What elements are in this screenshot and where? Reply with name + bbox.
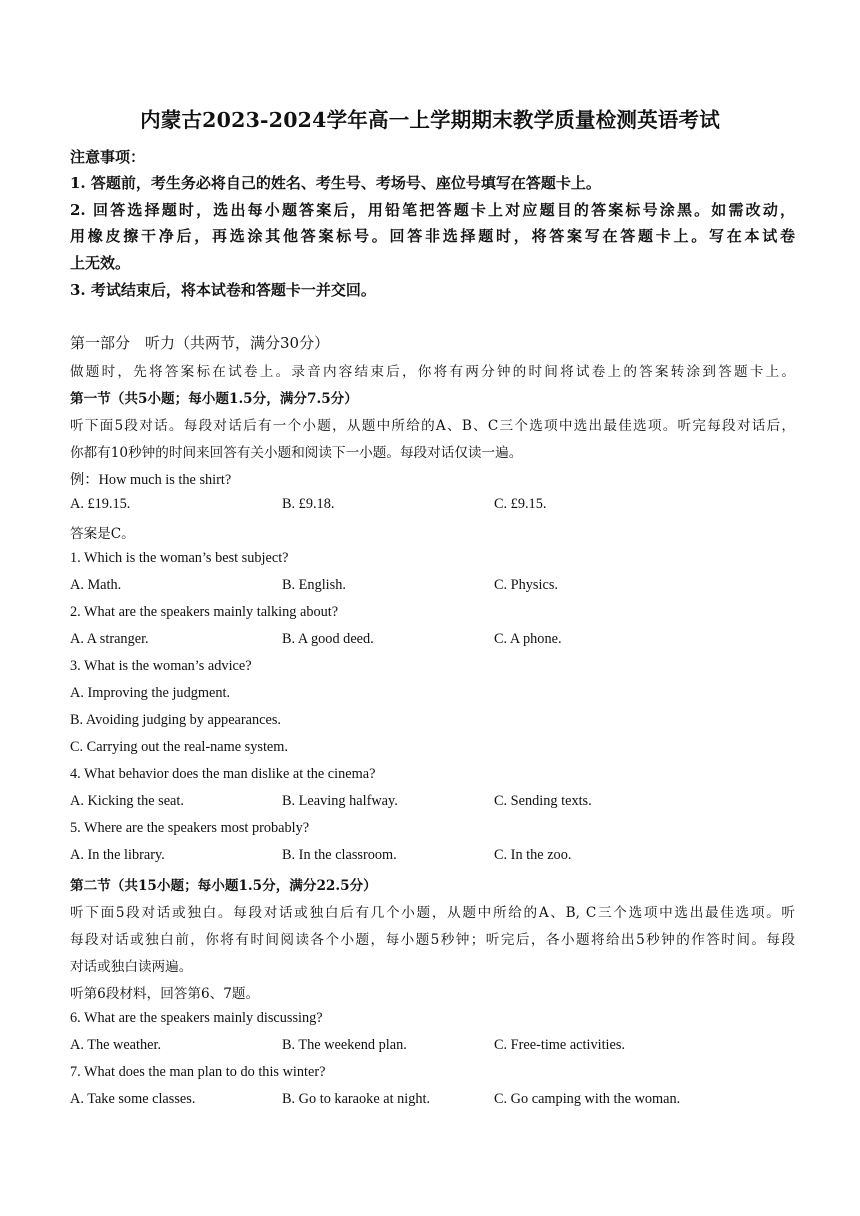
part1-instruction: 做题时，先将答案标在试卷上。录音内容结束后，你将有两分钟的时间将试卷上的答案转涂到答题卡上。 xyxy=(70,364,795,380)
q7-option-b: B. Go to karaoke at night. xyxy=(282,1091,431,1107)
q1-option-a: A. Math. xyxy=(70,577,122,593)
q1-option-c: C. Physics. xyxy=(494,577,558,593)
section2-instruction-line-3: 对话或独白读两遍。 xyxy=(70,959,193,975)
q3-option-a: A. Improving the judgment. xyxy=(70,685,231,701)
q6-option-b: B. The weekend plan. xyxy=(282,1037,407,1053)
question-1: 1. Which is the woman’s best subject? xyxy=(70,550,289,566)
question-5: 5. Where are the speakers most probably? xyxy=(70,820,310,836)
section2-heading: 第二节（共15小题；每小题1.5分，满分22.5分） xyxy=(70,878,377,894)
notice-item-3: 3. 考试结束后，将本试卷和答题卡一并交回。 xyxy=(70,281,376,299)
notice-item-2-line-2: 用橡皮擦干净后，再选涂其他答案标号。回答非选择题时，将答案写在答题卡上。写在本试卷 xyxy=(70,227,795,245)
q4-option-a: A. Kicking the seat. xyxy=(70,793,184,809)
q2-option-a: A. A stranger. xyxy=(70,631,149,647)
section2-instruction-line-2: 每段对话或独白前，你将有时间阅读各个小题，每小题5秒钟；听完后，各小题将给出5秒钟的作答时间。每段 xyxy=(70,932,795,948)
q7-option-a: A. Take some classes. xyxy=(70,1091,196,1107)
q5-option-c: C. In the zoo. xyxy=(494,847,572,863)
section1-instruction-line-2: 你都有10秒钟的时间来回答有关小题和阅读下一小题。每段对话仅读一遍。 xyxy=(70,445,523,461)
notice-item-2-line-1: 2. 回答选择题时，选出每小题答案后，用铅笔把答题卡上对应题目的答案标号涂黑。如需改动， xyxy=(70,201,795,219)
section1-instruction-line-1: 听下面5段对话。每段对话后有一个小题，从题中所给的A、B、C三个选项中选出最佳选项。听完每段对话后， xyxy=(70,418,795,434)
material-6-instruction: 听第6段材料，回答第6、7题。 xyxy=(70,986,260,1002)
question-7: 7. What does the man plan to do this winter? xyxy=(70,1064,326,1080)
q6-option-a: A. The weather. xyxy=(70,1037,162,1053)
q2-option-c: C. A phone. xyxy=(494,631,562,647)
q5-option-a: A. In the library. xyxy=(70,847,165,863)
notice-heading: 注意事项： xyxy=(70,148,146,166)
question-4: 4. What behavior does the man dislike at the cinema? xyxy=(70,766,376,782)
question-6: 6. What are the speakers mainly discussing? xyxy=(70,1010,323,1026)
q6-option-c: C. Free-time activities. xyxy=(494,1037,626,1053)
section1-heading: 第一节（共5小题；每小题1.5分，满分7.5分） xyxy=(70,391,358,407)
example-option-b: B. £9.18. xyxy=(282,496,335,512)
part1-heading: 第一部分 听力（共两节，满分30分） xyxy=(70,334,330,352)
example-answer: 答案是C。 xyxy=(70,526,135,542)
q7-option-c: C. Go camping with the woman. xyxy=(494,1091,681,1107)
q4-option-b: B. Leaving halfway. xyxy=(282,793,398,809)
q5-option-b: B. In the classroom. xyxy=(282,847,397,863)
q3-option-b: B. Avoiding judging by appearances. xyxy=(70,712,281,728)
notice-item-2-line-3: 上无效。 xyxy=(70,254,131,272)
question-3: 3. What is the woman’s advice? xyxy=(70,658,252,674)
q3-option-c: C. Carrying out the real-name system. xyxy=(70,739,288,755)
exam-title: 内蒙古2023-2024学年高一上学期期末教学质量检测英语考试 xyxy=(140,108,720,132)
question-2: 2. What are the speakers mainly talking about? xyxy=(70,604,339,620)
example-option-a: A. £19.15. xyxy=(70,496,131,512)
example-question: 例：How much is the shirt? xyxy=(70,472,232,488)
q1-option-b: B. English. xyxy=(282,577,346,593)
q2-option-b: B. A good deed. xyxy=(282,631,374,647)
q4-option-c: C. Sending texts. xyxy=(494,793,592,809)
section2-instruction-line-1: 听下面5段对话或独白。每段对话或独白后有几个小题，从题中所给的A、B, C三个选项中选出最佳选项。听 xyxy=(70,905,795,921)
notice-item-1: 1. 答题前，考生务必将自己的姓名、考生号、考场号、座位号填写在答题卡上。 xyxy=(70,174,601,192)
example-option-c: C. £9.15. xyxy=(494,496,547,512)
